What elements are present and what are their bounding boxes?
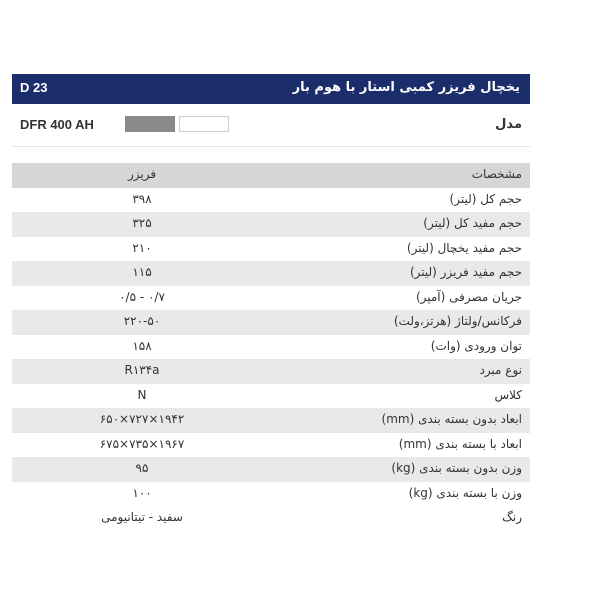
spec-value: ۱۰۰ bbox=[132, 485, 152, 500]
spec-row bbox=[12, 286, 530, 311]
product-code: D 23 bbox=[20, 80, 48, 95]
divider bbox=[12, 146, 530, 147]
spec-row bbox=[12, 408, 530, 433]
spec-label: توان ورودی (وات) bbox=[430, 338, 522, 353]
model-label: مدل bbox=[495, 117, 522, 132]
spec-value: R۱۳۴a bbox=[124, 363, 160, 377]
spec-value: ۹۵ bbox=[135, 461, 149, 475]
color-swatch-grey[interactable] bbox=[125, 116, 175, 132]
spec-label: ابعاد بدون بسته بندی (mm) bbox=[381, 412, 522, 426]
spec-row bbox=[12, 261, 530, 286]
model-code: DFR 400 AH bbox=[20, 117, 94, 132]
spec-label: کلاس bbox=[494, 387, 522, 402]
spec-value: N bbox=[137, 387, 147, 402]
specs-header-row bbox=[12, 163, 530, 188]
spec-value: ۳۹۸ bbox=[132, 191, 152, 206]
spec-row bbox=[12, 384, 530, 409]
spec-value: ۱۵۸ bbox=[132, 338, 152, 353]
product-header-bar bbox=[12, 74, 530, 104]
product-title: یخچال فریزر کمبی استار با هوم بار bbox=[292, 80, 520, 95]
spec-label: وزن بدون بسته بندی (kg) bbox=[391, 461, 522, 475]
spec-value: ۲۲۰-۵۰ bbox=[123, 314, 161, 328]
specs-table bbox=[12, 163, 530, 531]
color-swatch-white[interactable] bbox=[179, 116, 229, 132]
spec-value: ۰/۵ - ۰/۷ bbox=[119, 289, 165, 304]
model-row bbox=[12, 112, 530, 138]
spec-row bbox=[12, 433, 530, 458]
spec-label: حجم مفید یخچال (لیتر) bbox=[406, 240, 522, 255]
spec-row bbox=[12, 506, 530, 531]
spec-row bbox=[12, 482, 530, 507]
spec-label: نوع مبرد bbox=[479, 363, 522, 377]
specs-column-label: مشخصات bbox=[471, 167, 522, 181]
spec-label: حجم مفید فریزر (لیتر) bbox=[409, 265, 522, 279]
spec-label: ابعاد با بسته بندی (mm) bbox=[398, 436, 522, 451]
spec-row bbox=[12, 359, 530, 384]
spec-label: جریان مصرفی (آمپر) bbox=[415, 289, 522, 304]
spec-row bbox=[12, 237, 530, 262]
spec-value: ۳۲۵ bbox=[132, 216, 152, 230]
spec-row bbox=[12, 188, 530, 213]
spec-value: ۲۱۰ bbox=[132, 240, 152, 255]
spec-value: سفید - تیتانیومی bbox=[101, 510, 183, 524]
spec-value: ۶۷۵×۷۳۵×۱۹۶۷ bbox=[99, 436, 185, 451]
spec-row bbox=[12, 212, 530, 237]
specs-column-value: فریزر bbox=[127, 167, 157, 181]
spec-label: حجم مفید کل (لیتر) bbox=[423, 216, 522, 230]
spec-label: رنگ bbox=[502, 510, 522, 524]
spec-label: حجم کل (لیتر) bbox=[449, 191, 522, 206]
spec-label: فرکانس/ولتاژ (هرتز،ولت) bbox=[393, 314, 522, 328]
spec-row bbox=[12, 335, 530, 360]
spec-value: ۱۱۵ bbox=[132, 265, 152, 279]
spec-value: ۶۵۰×۷۲۷×۱۹۴۲ bbox=[99, 412, 185, 426]
spec-row bbox=[12, 457, 530, 482]
spec-label: وزن با بسته بندی (kg) bbox=[408, 485, 522, 500]
spec-row bbox=[12, 310, 530, 335]
